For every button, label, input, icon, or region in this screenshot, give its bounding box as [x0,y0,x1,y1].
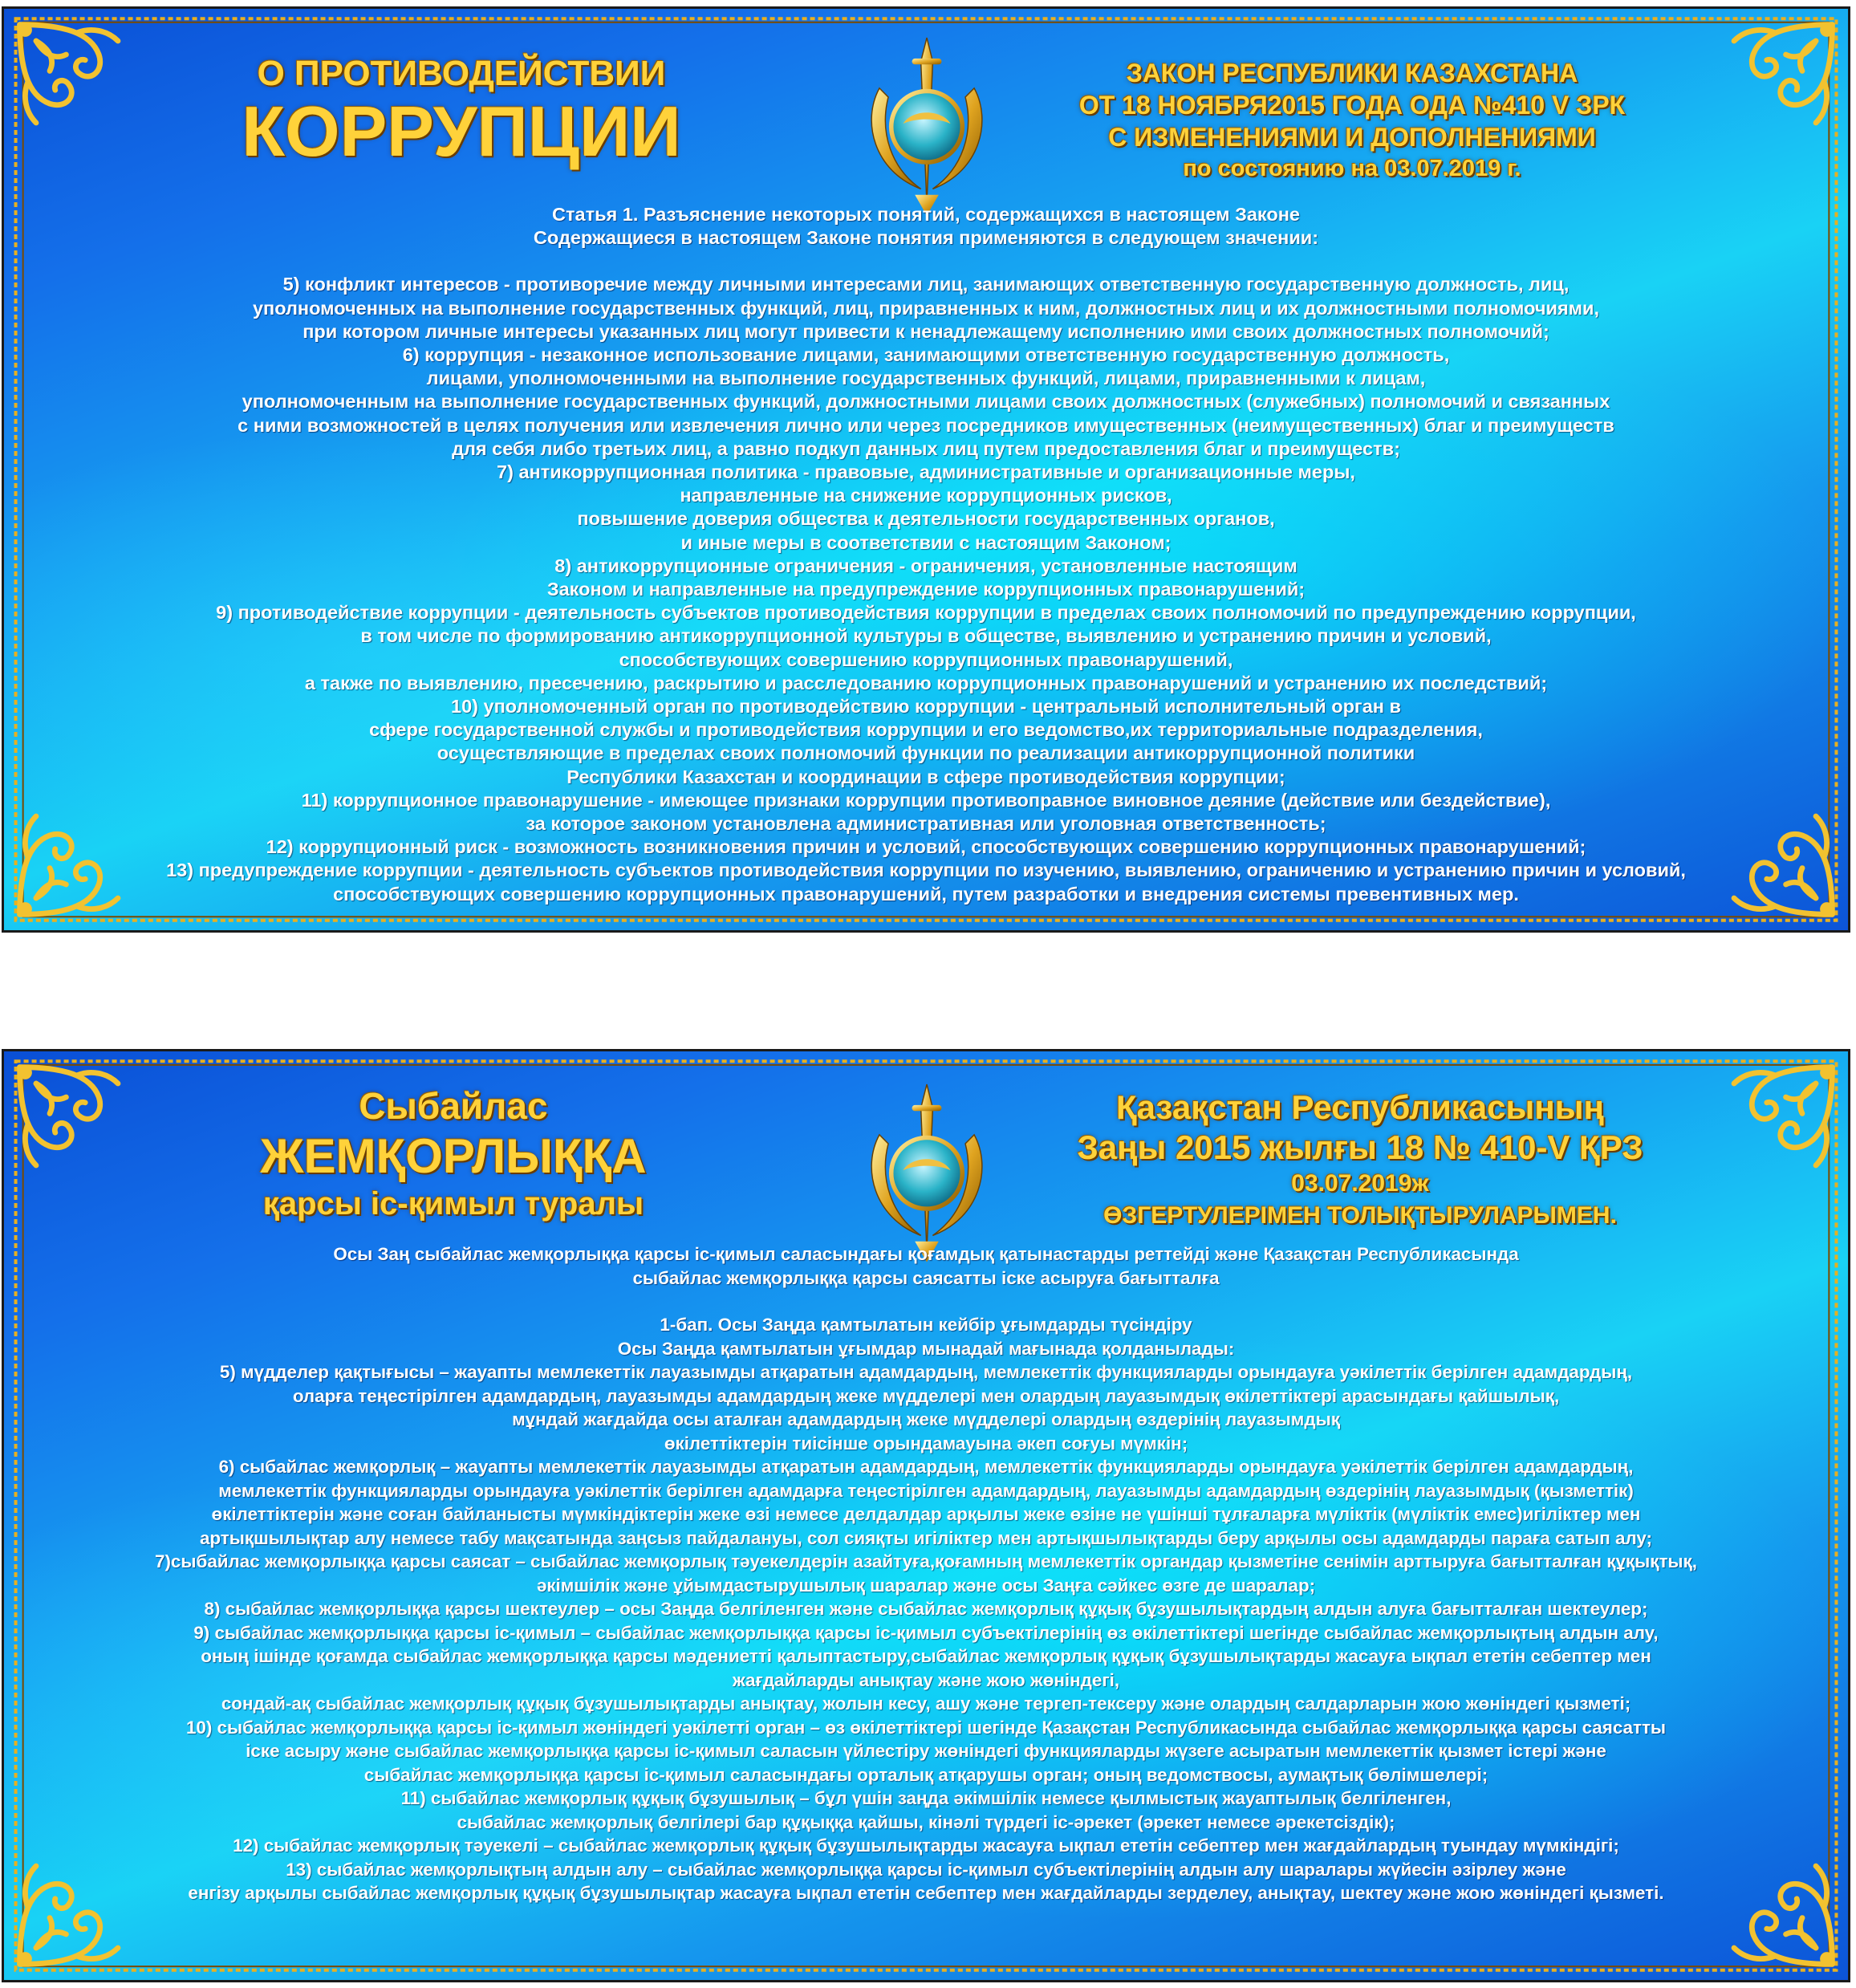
text-line: Статья 1. Разъяснение некоторых понятий, содержащихся в настоящем Законе [552,204,1300,225]
law-line-3: С ИЗМЕНЕНИЯМИ И ДОПОЛНЕНИЯМИ [1108,123,1596,152]
text-line [36,1290,1816,1313]
poster-title [205,53,718,169]
law-body-text [36,1242,1816,1905]
text-line: Осы Заң сыбайлас жемқорлыққа қарсы іс-қимыл саласындағы қоғамдық қатынастарды реттейді және Қазақстан Республикасында [333,1244,1519,1264]
text-line: а также по выявлению, пресечению, раскрытию и расследованию коррупционных правонарушений и устранению их последствий; [304,672,1548,693]
poster-title [189,1083,718,1223]
text-line: уполномоченных на выполнение государственных функций, лиц, приравненных к ним, должностных лиц и их должностными полномочиями, [252,297,1600,319]
text-line: 8) сыбайлас жемқорлыққа қарсы шектеулер – осы Заңда белгіленген және сыбайлас жемқорлық құқық бұзушылықтардың алдын алуға бағытталған шектеулер; [204,1599,1648,1619]
text-line: енгізу арқылы сыбайлас жемқорлық құқық бұзушылықтар жасауға ықпал ететін себептер мен жағдайларды зерделеу, анықтау, шектеу және жою жөніндегі қызметі. [188,1883,1664,1903]
anti-corruption-emblem-icon [851,29,1003,222]
poster-anticorruption-ru [2,6,1850,933]
text-line [52,250,1800,273]
text-line: іске асыру және сыбайлас жемқорлыққа қарсы іс-қимыл саласын үйлестіру жөніндегі функцияларды жүзеге асыратын мемлекеттік қызмет істері және [246,1741,1606,1761]
law-line-1: ЗАКОН РЕСПУБЛИКИ КАЗАХСТАНА [1126,59,1578,87]
text-line: сондай-ақ сыбайлас жемқорлық құқық бұзушылықтарды анықтау, жолын кесу, ашу және тергеп-тексеру және олардың салдарларын жою жөніндегі қызметі; [221,1693,1631,1714]
law-reference [1023,57,1681,184]
ornament-corner-icon [9,14,145,150]
text-line: способствующих совершению коррупционных правонарушений, [619,648,1233,670]
text-line: 10) уполномоченный орган по противодействию коррупции - центральный исполнительный орган в [451,696,1401,718]
title-line-2: КОРРУПЦИИ [242,91,681,171]
text-line: способствующих совершению коррупционных правонарушений, путем разработки и внедрения системы превентивных мер. [333,883,1519,905]
law-line-1: Қазақстан Республикасының [1116,1088,1604,1126]
ornament-corner-icon [1707,1056,1843,1193]
text-line: оларға теңестірілген адамдардың, лауазымды адамдардың жеке мүдделері мен олардың лауазымдық өкілеттіктері арасындағы қайшылық, [292,1385,1560,1406]
text-line: 6) сыбайлас жемқорлық – жауапты мемлекеттік лауазымды атқаратын адамдардың, мемлекеттік функцияларды орындауға уәкілеттік берілген адамдардың, [218,1457,1634,1477]
text-line: 12) сыбайлас жемқорлық тәуекелі – сыбайлас жемқорлық құқық бұзушылықтарды жасауға ықпал ететін себептер мен жағдайлардың туындау мүмкіндігі; [233,1836,1619,1856]
text-line: 8) антикоррупционные ограничения - ограничения, установленные настоящим [554,555,1298,576]
text-line: 5) мүдделер қақтығысы – жауапты мемлекеттік лауазымды атқаратын адамдардың, мемлекеттік функцияларды орындауға уәкілеттік берілген адамдардың, [219,1362,1633,1382]
text-line: 6) коррупция - незаконное использование лицами, занимающими ответственную государственную должность, [402,344,1450,366]
text-line: мемлекеттік функцияларды орындауға уәкілеттік берілген адамдарға теңестірілген адамдардың, лауазымды адамдардың өздерінің лауазымдық (қызметтік) [218,1480,1634,1501]
text-line: мұндай жағдайда осы аталған адамдардың жеке мүдделері олардың өздерінің лауазымдық [512,1409,1340,1429]
ornament-corner-icon [9,1056,145,1193]
text-line: 7) антикоррупционная политика - правовые, административные и организационные меры, [497,461,1355,483]
text-line: сыбайлас жемқорлық белгілері бар құқыққа қайшы, кінәлі түрдегі іс-әрекет (әрекет немесе әрекетсіздік); [457,1811,1395,1832]
text-line: 1-бап. Осы Заңда қамтылатын кейбір ұғымдарды түсіндіру [660,1315,1192,1335]
ornament-corner-icon [1707,14,1843,150]
text-line: за которое законом установлена административная или уголовная ответственность; [526,813,1326,835]
text-line: 12) коррупционный риск - возможность возникновения причин и условий, способствующих совершению коррупционных правонарушений; [266,836,1586,858]
text-line: сыбайлас жемқорлыққа қарсы саясатты іске асыруға бағытталға [632,1267,1220,1288]
text-line: уполномоченным на выполнение государственных функций, должностными лицами своих должностных (служебных) полномочий и связанных [242,391,1610,413]
text-line: өкілеттіктерін тиісінше орындамауына әкеп соғуы мүмкін; [664,1433,1188,1453]
text-line: өкілеттіктерін және соған байланысты мүмкіндіктерін жеке өзі немесе делдалдар арқылы жеке өзіне не үшінші тұлғаларға мүліктік (мүліктік емес)игіліктер мен [211,1504,1641,1524]
title-line-2: ЖЕМҚОРЛЫҚҚА [260,1129,647,1183]
text-line: повышение доверия общества к деятельности государственных органов, [577,508,1275,530]
text-line: әкімшілік және ұйымдастырушылық шаралар және осы Заңға сәйкес өзге де шаралар; [536,1575,1316,1596]
text-line: осуществляющие в пределах своих полномочий функции по реализации антикоррупционной политики [437,742,1415,764]
text-line: 7)сыбайлас жемқорлыққа қарсы саясат – сыбайлас жемқорлық тәуекелдерін азайтуға,қоғамның мемлекеттік органдар қызметіне сенімін арттыруға бағытталған құқықтық, [155,1551,1697,1571]
text-line: сыбайлас жемқорлыққа қарсы іс-қимыл саласындағы орталық атқарушы орган; оның ведомствосы, аумақтық бөлімшелері; [363,1764,1488,1785]
text-line: Осы Заңда қамтылатын ұғымдар мынадай мағынада қолданылады: [617,1338,1235,1359]
text-line: оның ішінде қоғамда сыбайлас жемқорлыққа қарсы мәдениетті қалыптастыру,сыбайлас жемқорлық құқық бұзушылықтарды жасауға ықпал ететін себептер мен [201,1646,1651,1666]
law-line-2: Заңы 2015 жылғы 18 № 410-V ҚРЗ [1077,1128,1643,1166]
text-line: для себя либо третьих лиц, а равно подкуп данных лиц путем предоставления благ и преимуществ; [452,437,1400,459]
text-line: артықшылықтар алу немесе табу мақсатында заңсыз пайдалануы, сол сияқты игіліктер мен артықшылықтарды беру арқылы осы адамдарды параға сатып алу; [199,1527,1653,1548]
text-line: 10) сыбайлас жемқорлыққа қарсы іс-қимыл жөніндегі уәкілетті орган – өз өкілеттіктері шегінде Қазақстан Республикасында сыбайлас жемқорлыққа қарсы саясатты [185,1717,1667,1738]
anti-corruption-emblem-icon [851,1075,1003,1268]
law-reference [1031,1088,1689,1232]
title-line-1: О ПРОТИВОДЕЙСТВИИ [257,54,666,93]
text-line: Законом и направленные на предупреждение коррупционных правонарушений; [546,579,1306,600]
text-line: с ними возможностей в целях получения или извлечения лично или через посредников имущественных (неимущественных) благ и преимуществ [238,414,1614,436]
text-line: 11) сыбайлас жемқорлық құқық бұзушылық – бұл үшін заңда әкімшілік немесе қылмыстық жауаптылық белгіленген, [400,1788,1452,1808]
law-line-4: по состоянию на 03.07.2019 г. [1183,156,1521,181]
text-line: 5) конфликт интересов - противоречие между личными интересами лиц, занимающих ответственную государственную должность, лиц, [282,274,1570,295]
title-line-3: қарсы іс-қимыл туралы [262,1186,644,1222]
text-line: 11) коррупционное правонарушение - имеющее признаки коррупции противоправное виновное деяние (действие или бездействие), [301,789,1551,811]
law-body-text [52,203,1800,906]
text-line: Содержащиеся в настоящем Законе понятия применяются в следующем значении: [533,227,1319,249]
text-line: Республики Казахстан и координации в сфере противодействия коррупции; [567,766,1285,787]
title-line-1: Сыбайлас [359,1085,548,1127]
text-line: при котором личные интересы указанных лиц могут привести к ненадлежащему исполнению ими своих должностных полномочий; [303,320,1549,342]
law-line-4: ӨЗГЕРТУЛЕРІМЕН ТОЛЫҚТЫРУЛАРЫМЕН. [1103,1202,1617,1229]
law-line-2: ОТ 18 НОЯБРЯ2015 ГОДА ОДА №410 V ЗРК [1078,91,1626,120]
text-line: лицами, уполномоченными на выполнение государственных функций, лицами, приравненными к лицам, [426,368,1426,389]
text-line: сфере государственной службы и противодействия коррупции и его ведомство,их территориальные подразделения, [369,719,1483,741]
text-line: 9) сыбайлас жемқорлыққа қарсы іс-қимыл – сыбайлас жемқорлыққа қарсы іс-қимыл субъектілерінің өз өкілеттіктері шегінде сыбайлас жемқорлықтың алдын алу, [193,1622,1659,1643]
text-line: направленные на снижение коррупционных рисков, [680,485,1172,506]
text-line: и иные меры в соответствии с настоящим Законом; [680,531,1172,553]
text-line: 9) противодействие коррупции - деятельность субъектов противодействия коррупции в пределах своих полномочий по предупреждению коррупции, [216,602,1636,624]
text-line: 13) сыбайлас жемқорлықтың алдын алу – сыбайлас жемқорлыққа қарсы іс-қимыл субъектілерінің алдын алу шаралары жүйесін әзірлеу және [286,1859,1566,1880]
text-line: в том числе по формированию антикоррупционной культуры в обществе, выявлению и устранению причин и условий, [360,625,1492,647]
poster-anticorruption-kz [2,1049,1850,1982]
text-line: жағдайларды анықтау және жою жөніндегі, [732,1669,1120,1690]
law-line-3: 03.07.2019ж [1291,1170,1429,1197]
text-line: 13) предупреждение коррупции - деятельность субъектов противодействия коррупции по изучению, выявлению, ограничению и устранению причин и условий, [166,860,1686,881]
